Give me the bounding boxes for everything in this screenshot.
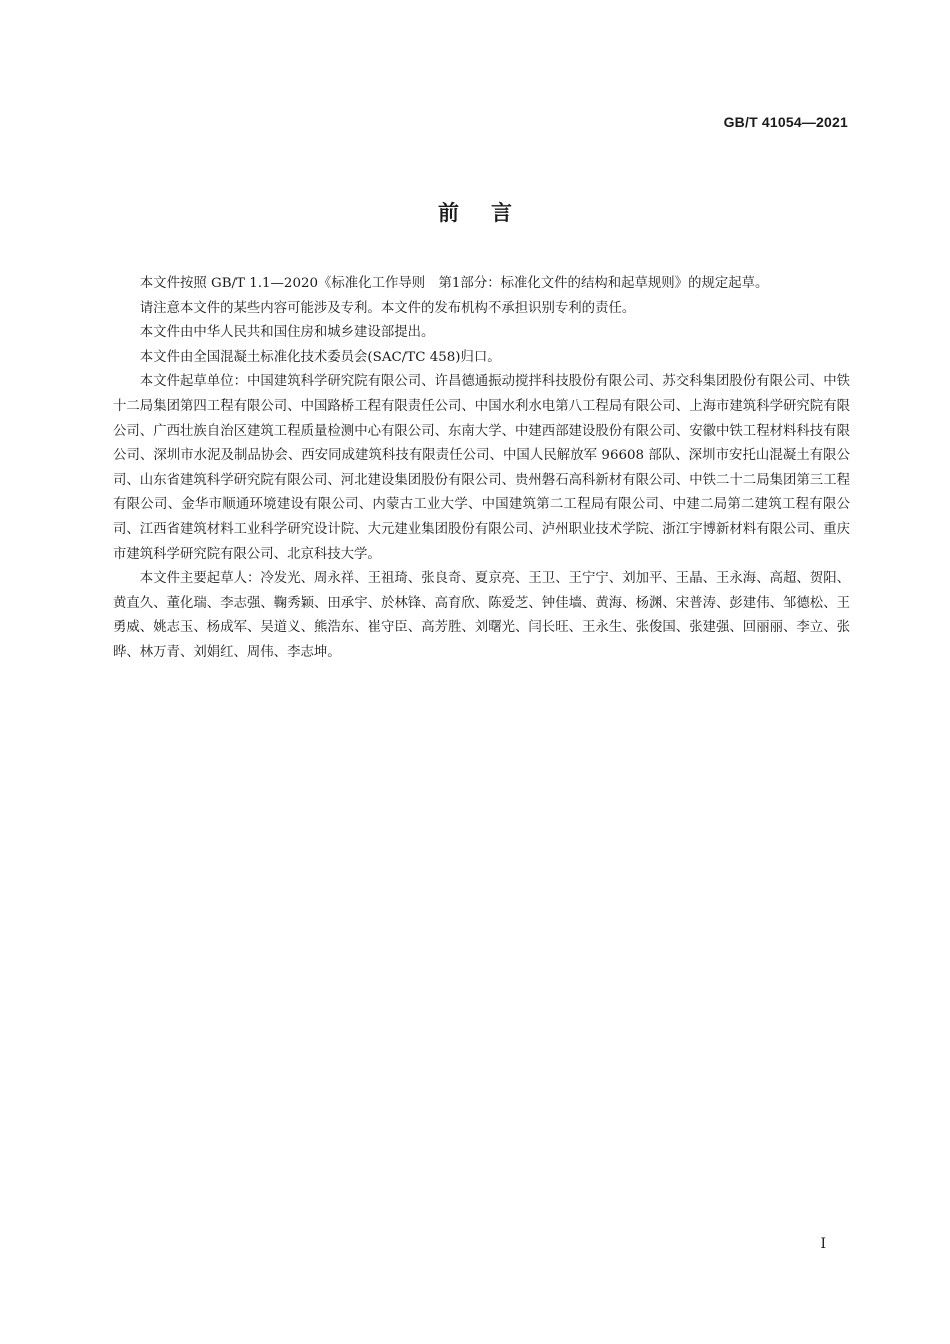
foreword-body — [113, 272, 850, 666]
paragraph-main-drafters: 本文件主要起草人：冷发光、周永祥、王祖琦、张良奇、夏京亮、王卫、王宁宁、刘加平、王晶、王永海、高超、贺阳、黄直久、董化瑞、李志强、鞠秀颖、田承宇、於林锋、高育欣、陈爱芝、钟佳墙、黄海、杨渊、宋普涛、彭建伟、邹德松、王勇威、姚志玉、杨成军、吴道义、熊浩东、崔守臣、高芳胜、刘曙光、闫长旺、王永生、张俊国、张建强、回丽丽、李立、张晔、林万青、刘娟红、周伟、李志坤。 — [113, 571, 850, 660]
paragraph-drafting-rules: 本文件按照 GB/T 1.1—2020《标准化工作导则 第1部分：标准化文件的结构和起草规则》的规定起草。 — [139, 276, 769, 291]
paragraph-proposer: 本文件由中华人民共和国住房和城乡建设部提出。 — [139, 325, 435, 341]
page-number: I — [820, 1236, 826, 1252]
paragraph-drafting-units: 本文件起草单位：中国建筑科学研究院有限公司、许昌德通振动搅拌科技股份有限公司、苏交科集团股份有限公司、中铁十二局集团第四工程有限公司、中国路桥工程有限责任公司、中国水利水电第八工程局有限公司、上海市建筑科学研究院有限公司、广西壮族自治区建筑工程质量检测中心有限公司、东南大学、中建西部建设股份有限公司、安徽中铁工程材料科技有限公司、深圳市水泥及制品协会、西安同成建筑科技有限责任公司、中国人民解放军 96608 部队、深圳市安托山混凝土有限公司、山东省建筑科学研究院有限公司、河北建设集团股份有限公司、贵州磐石高科新材有限公司、中铁二十二局集团第三工程有限公司、金华市顺通环境建设有限公司、内蒙古工业大学、中国建筑第二工程局有限公司、中建二局第二建筑工程有限公司、江西省建筑材料工业科学研究设计院、大元建业集团股份有限公司、泸州职业技术学院、浙江宇博新材料有限公司、重庆市建筑科学研究院有限公司、北京科技大学。 — [113, 374, 850, 562]
paragraph-patent-notice: 请注意本文件的某些内容可能涉及专利。本文件的发布机构不承担识别专利的责任。 — [139, 300, 636, 316]
paragraph-committee: 本文件由全国混凝土标准化技术委员会(SAC/TC 458)归口。 — [139, 349, 501, 365]
page-title: 前言 — [438, 201, 544, 225]
standard-number: GB/T 41054—2021 — [723, 114, 848, 130]
